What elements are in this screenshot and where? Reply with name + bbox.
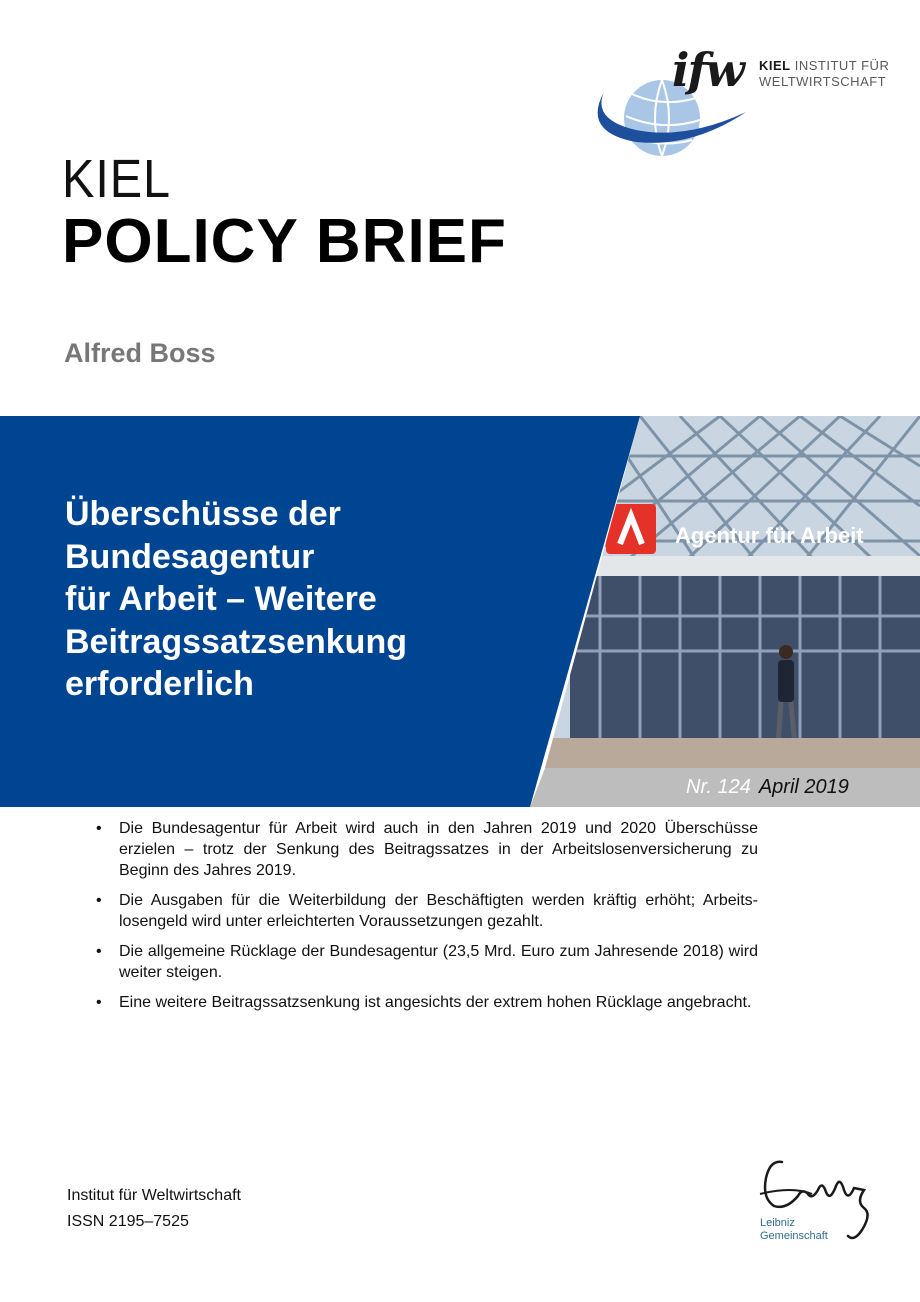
series-name-policy-brief: POLICY BRIEF xyxy=(62,207,507,276)
leibniz-name-line2: Gemeinschaft xyxy=(760,1230,828,1242)
list-item xyxy=(96,992,758,1013)
bullet-text: Eine weitere Beitragssatzsenkung ist angesichts der extrem hohen Rücklage angebracht. xyxy=(119,994,752,1011)
footer-issn: ISSN 2195–7525 xyxy=(67,1213,189,1230)
list-item xyxy=(96,890,758,932)
footer-institute: Institut für Weltwirtschaft xyxy=(67,1187,241,1204)
bullet-icon: • xyxy=(96,892,102,909)
list-item xyxy=(96,818,758,881)
list-item xyxy=(96,941,758,983)
headline-line: für Arbeit – Weitere xyxy=(65,580,377,618)
ifw-wordmark: ifw xyxy=(672,43,743,97)
author-name: Alfred Boss xyxy=(64,338,216,368)
headline-line: Beitragssatzsenkung xyxy=(65,622,407,661)
issue-line xyxy=(686,777,849,797)
bullet-text: Die Bundesagentur für Arbeit wird auch in den Jahren 2019 und 2020 Überschüsse erzielen – trotz der Senkung des Beitragssatzes in der Arbeitslosenversicherung zu Beginn des Jahres 2019. xyxy=(119,820,758,879)
issue-number: Nr. 124 xyxy=(686,776,751,798)
leibniz-logo xyxy=(752,1150,882,1255)
headline-line: Überschüsse der xyxy=(65,495,341,533)
bullet-text: Die allgemeine Rücklage der Bundesagentur (23,5 Mrd. Euro zum Jahresende 2018) wird weiter steigen. xyxy=(119,943,758,981)
bullet-icon: • xyxy=(96,943,102,960)
bullet-text: Die Ausgaben für die Weiterbildung der Beschäftigten werden kräftig erhöht; Arbeitslosengeld wird unter erleichterten Voraussetzungen gezahlt. xyxy=(119,892,758,930)
series-name-kiel: KIEL xyxy=(62,149,171,209)
summary-bullet-list xyxy=(96,818,758,1022)
ifw-name-line1: KIEL INSTITUT FÜR xyxy=(759,58,890,73)
headline xyxy=(65,493,545,706)
headline-line: Bundesagentur xyxy=(65,537,315,576)
headline-line: erforderlich xyxy=(65,665,254,703)
bullet-icon: • xyxy=(96,994,102,1011)
leibniz-name-line1: Leibniz xyxy=(760,1217,795,1229)
issue-date: April 2019 xyxy=(758,776,849,798)
ifw-name-line2: WELTWIRTSCHAFT xyxy=(759,74,887,89)
photo-sign-text: Agentur für Arbeit xyxy=(675,523,864,548)
bullet-icon: • xyxy=(96,820,102,837)
ifw-logo xyxy=(596,42,906,162)
